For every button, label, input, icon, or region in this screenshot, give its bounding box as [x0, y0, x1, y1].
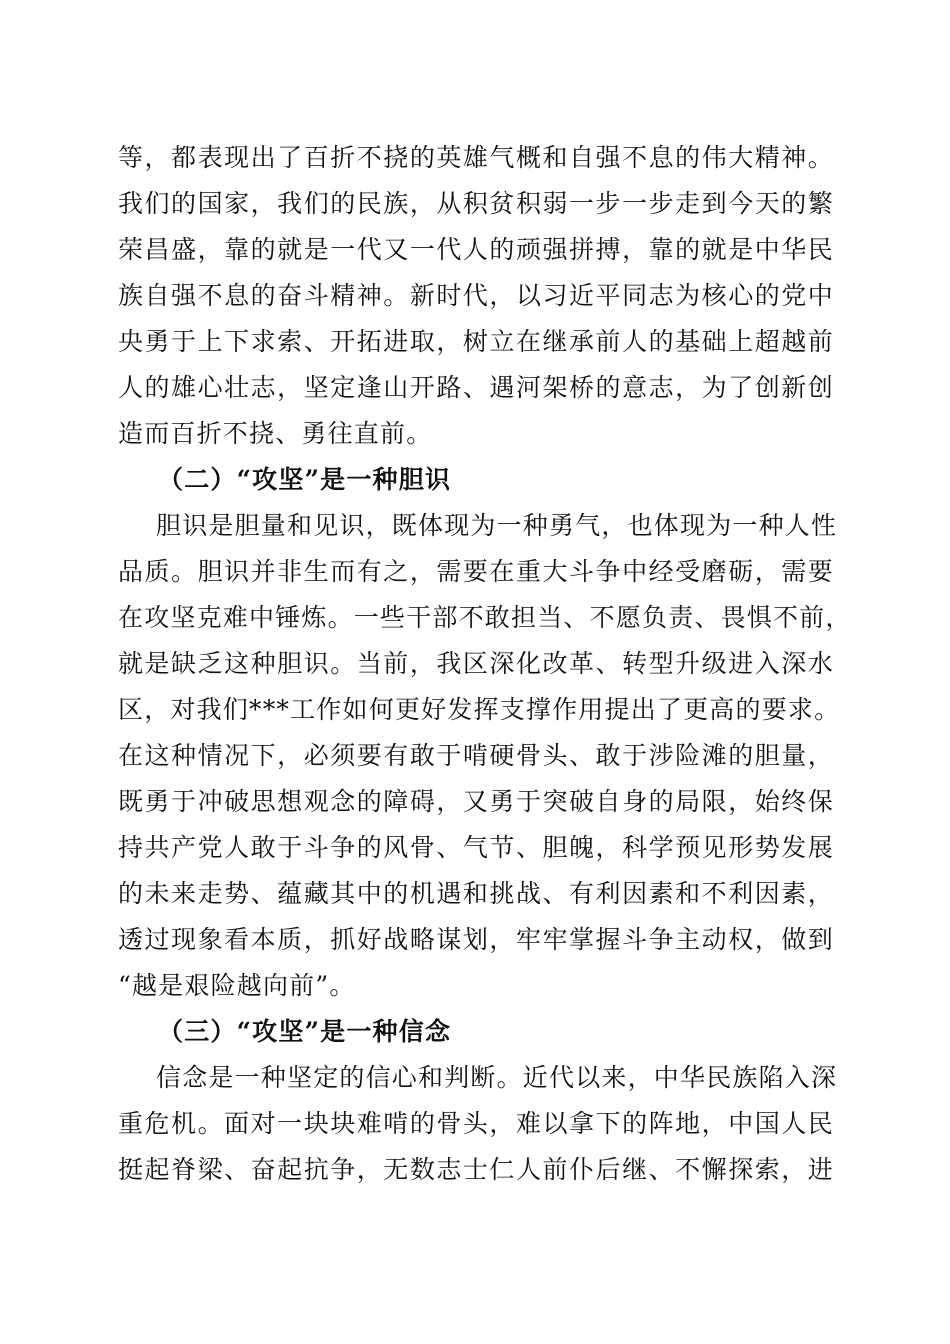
paragraph-line: 品质。胆识并非生而有之，需要在重大斗争中经受磨砺，需要 [118, 557, 834, 586]
paragraph-line: 人的雄心壮志，坚定逢山开路、遇河架桥的意志，为了创新创 [118, 373, 834, 402]
paragraph-line: 我们的国家，我们的民族，从积贫积弱一步一步走到今天的繁 [118, 189, 834, 218]
section-heading: （二）“攻坚”是一种胆识 [158, 465, 452, 494]
paragraph-line: “越是艰险越向前”。 [118, 971, 356, 1000]
paragraph-line: 族自强不息的奋斗精神。新时代，以习近平同志为核心的党中 [118, 281, 834, 310]
paragraph-line: 的未来走势、蕴藏其中的机遇和挑战、有利因素和不利因素， [118, 879, 834, 908]
paragraph-line: 区，对我们***工作如何更好发挥支撑作用提出了更高的要求。 [118, 695, 841, 724]
paragraph-line: 在这种情况下，必须要有敢于啃硬骨头、敢于涉险滩的胆量， [118, 741, 834, 770]
paragraph-line: 信念是一种坚定的信心和判断。近代以来，中华民族陷入深 [156, 1063, 838, 1092]
paragraph-line: 荣昌盛，靠的就是一代又一代人的顽强拼搏，靠的就是中华民 [118, 235, 834, 264]
paragraph-line: 挺起脊梁、奋起抗争，无数志士仁人前仆后继、不懈探索，进 [118, 1155, 834, 1184]
paragraph-line: 重危机。面对一块块难啃的骨头，难以拿下的阵地，中国人民 [118, 1109, 834, 1138]
paragraph-line: 在攻坚克难中锤炼。一些干部不敢担当、不愿负责、畏惧不前， [118, 603, 852, 632]
paragraph-line: 既勇于冲破思想观念的障碍，又勇于突破自身的局限，始终保 [118, 787, 834, 816]
paragraph-line: 持共产党人敢于斗争的风骨、气节、胆魄，科学预见形势发展 [118, 833, 834, 862]
section-heading: （三）“攻坚”是一种信念 [158, 1017, 452, 1046]
paragraph-line: 造而百折不挠、勇往直前。 [118, 419, 433, 448]
paragraph-line: 就是缺乏这种胆识。当前，我区深化改革、转型升级进入深水 [118, 649, 834, 678]
paragraph-line: 透过现象看本质，抓好战略谋划，牢牢掌握斗争主动权，做到 [118, 925, 834, 954]
paragraph-line: 央勇于上下求索、开拓进取，树立在继承前人的基础上超越前 [118, 327, 834, 356]
paragraph-line: 等，都表现出了百折不挠的英雄气概和自强不息的伟大精神。 [118, 143, 834, 172]
paragraph-line: 胆识是胆量和见识，既体现为一种勇气，也体现为一种人性 [156, 511, 838, 540]
